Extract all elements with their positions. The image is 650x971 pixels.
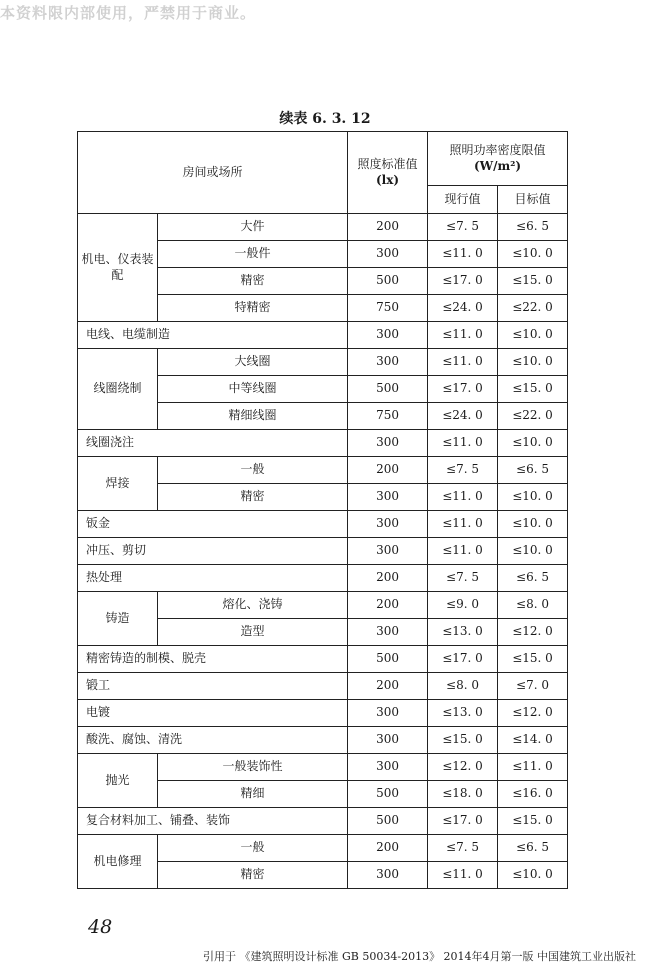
subcategory-cell: 一般	[158, 835, 348, 862]
current-cell: ≤7. 5	[428, 835, 498, 862]
header-lpd	[428, 132, 568, 186]
lux-cell: 750	[348, 403, 428, 430]
table-row	[78, 457, 568, 484]
target-cell: ≤6. 5	[498, 835, 568, 862]
category-cell: 锻工	[78, 673, 348, 700]
current-cell: ≤11. 0	[428, 241, 498, 268]
category-cell: 机电、仪表装配	[78, 214, 158, 322]
header-place: 房间或场所	[78, 132, 348, 214]
current-cell: ≤11. 0	[428, 430, 498, 457]
current-cell: ≤17. 0	[428, 808, 498, 835]
subcategory-cell: 熔化、浇铸	[158, 592, 348, 619]
target-cell: ≤10. 0	[498, 349, 568, 376]
table-row	[78, 727, 568, 754]
lux-cell: 300	[348, 700, 428, 727]
target-cell: ≤12. 0	[498, 700, 568, 727]
current-cell: ≤13. 0	[428, 700, 498, 727]
target-cell: ≤12. 0	[498, 619, 568, 646]
subcategory-cell: 特精密	[158, 295, 348, 322]
subcategory-cell: 造型	[158, 619, 348, 646]
header-lux	[348, 132, 428, 214]
current-cell: ≤13. 0	[428, 619, 498, 646]
subcategory-cell: 精细	[158, 781, 348, 808]
lux-cell: 300	[348, 241, 428, 268]
lux-cell: 300	[348, 727, 428, 754]
category-cell: 抛光	[78, 754, 158, 808]
category-cell: 热处理	[78, 565, 348, 592]
header-lux-unit: (lx)	[375, 172, 400, 187]
lux-cell: 300	[348, 349, 428, 376]
target-cell: ≤8. 0	[498, 592, 568, 619]
lux-cell: 500	[348, 376, 428, 403]
current-cell: ≤24. 0	[428, 295, 498, 322]
target-cell: ≤10. 0	[498, 484, 568, 511]
current-cell: ≤24. 0	[428, 403, 498, 430]
target-cell: ≤7. 0	[498, 673, 568, 700]
header-lux-label: 照度标准值	[357, 156, 418, 171]
category-cell: 焊接	[78, 457, 158, 511]
current-cell: ≤17. 0	[428, 268, 498, 295]
table-row	[78, 592, 568, 619]
lux-cell: 300	[348, 322, 428, 349]
subcategory-cell: 精密	[158, 862, 348, 889]
subcategory-cell: 一般	[158, 457, 348, 484]
current-cell: ≤15. 0	[428, 727, 498, 754]
table-row	[78, 673, 568, 700]
lux-cell: 300	[348, 484, 428, 511]
target-cell: ≤6. 5	[498, 214, 568, 241]
target-cell: ≤10. 0	[498, 241, 568, 268]
target-cell: ≤22. 0	[498, 403, 568, 430]
subcategory-cell: 大线圈	[158, 349, 348, 376]
page-number: 48	[88, 916, 113, 938]
lux-cell: 200	[348, 673, 428, 700]
current-cell: ≤7. 5	[428, 214, 498, 241]
category-cell: 酸洗、腐蚀、清洗	[78, 727, 348, 754]
lux-cell: 300	[348, 619, 428, 646]
target-cell: ≤10. 0	[498, 322, 568, 349]
subcategory-cell: 大件	[158, 214, 348, 241]
lux-cell: 200	[348, 457, 428, 484]
table-row	[78, 565, 568, 592]
current-cell: ≤12. 0	[428, 754, 498, 781]
table-row	[78, 538, 568, 565]
lux-cell: 500	[348, 781, 428, 808]
target-cell: ≤15. 0	[498, 646, 568, 673]
category-cell: 电线、电缆制造	[78, 322, 348, 349]
category-cell: 电镀	[78, 700, 348, 727]
lux-cell: 300	[348, 862, 428, 889]
lux-cell: 500	[348, 268, 428, 295]
lux-cell: 300	[348, 430, 428, 457]
current-cell: ≤8. 0	[428, 673, 498, 700]
current-cell: ≤7. 5	[428, 565, 498, 592]
table-caption: 续表 6. 3. 12	[279, 111, 371, 127]
current-cell: ≤18. 0	[428, 781, 498, 808]
subcategory-cell: 精密	[158, 484, 348, 511]
lighting-standard-table	[77, 131, 568, 889]
table-row	[78, 808, 568, 835]
header-lpd-unit: (W/m²)	[473, 158, 522, 173]
subcategory-cell: 精密	[158, 268, 348, 295]
target-cell: ≤16. 0	[498, 781, 568, 808]
lux-cell: 300	[348, 511, 428, 538]
lux-cell: 200	[348, 214, 428, 241]
current-cell: ≤11. 0	[428, 322, 498, 349]
table-row	[78, 430, 568, 457]
target-cell: ≤10. 0	[498, 430, 568, 457]
citation-footer: 引用于 《建筑照明设计标准 GB 50034-2013》 2014年4月第一版 中国建筑工业出版社	[203, 950, 637, 963]
watermark: 本资料限内部使用，严禁用于商业。	[0, 4, 257, 22]
category-cell: 精密铸造的制模、脱壳	[78, 646, 348, 673]
lux-cell: 500	[348, 646, 428, 673]
current-cell: ≤11. 0	[428, 511, 498, 538]
table-row	[78, 646, 568, 673]
target-cell: ≤10. 0	[498, 511, 568, 538]
target-cell: ≤6. 5	[498, 565, 568, 592]
lux-cell: 200	[348, 592, 428, 619]
lux-cell: 200	[348, 565, 428, 592]
current-cell: ≤11. 0	[428, 538, 498, 565]
subcategory-cell: 一般装饰性	[158, 754, 348, 781]
current-cell: ≤11. 0	[428, 349, 498, 376]
subcategory-cell: 中等线圈	[158, 376, 348, 403]
table-row	[78, 700, 568, 727]
target-cell: ≤6. 5	[498, 457, 568, 484]
lux-cell: 300	[348, 538, 428, 565]
current-cell: ≤9. 0	[428, 592, 498, 619]
category-cell: 冲压、剪切	[78, 538, 348, 565]
target-cell: ≤15. 0	[498, 376, 568, 403]
lux-cell: 750	[348, 295, 428, 322]
current-cell: ≤17. 0	[428, 646, 498, 673]
header-current: 现行值	[428, 186, 498, 214]
current-cell: ≤11. 0	[428, 862, 498, 889]
current-cell: ≤11. 0	[428, 484, 498, 511]
table-row	[78, 322, 568, 349]
subcategory-cell: 精细线圈	[158, 403, 348, 430]
target-cell: ≤15. 0	[498, 808, 568, 835]
category-cell: 线圈绕制	[78, 349, 158, 430]
target-cell: ≤10. 0	[498, 538, 568, 565]
category-cell: 铸造	[78, 592, 158, 646]
category-cell: 钣金	[78, 511, 348, 538]
header-lpd-label: 照明功率密度限值	[449, 142, 546, 157]
target-cell: ≤10. 0	[498, 862, 568, 889]
target-cell: ≤15. 0	[498, 268, 568, 295]
header-target: 目标值	[498, 186, 568, 214]
category-cell: 线圈浇注	[78, 430, 348, 457]
target-cell: ≤22. 0	[498, 295, 568, 322]
table-row	[78, 349, 568, 376]
current-cell: ≤7. 5	[428, 457, 498, 484]
table-row	[78, 511, 568, 538]
lux-cell: 300	[348, 754, 428, 781]
target-cell: ≤11. 0	[498, 754, 568, 781]
table-row	[78, 214, 568, 241]
table-row	[78, 754, 568, 781]
current-cell: ≤17. 0	[428, 376, 498, 403]
target-cell: ≤14. 0	[498, 727, 568, 754]
subcategory-cell: 一般件	[158, 241, 348, 268]
lux-cell: 500	[348, 808, 428, 835]
lux-cell: 200	[348, 835, 428, 862]
category-cell: 机电修理	[78, 835, 158, 889]
category-cell: 复合材料加工、铺叠、装饰	[78, 808, 348, 835]
table-row	[78, 835, 568, 862]
